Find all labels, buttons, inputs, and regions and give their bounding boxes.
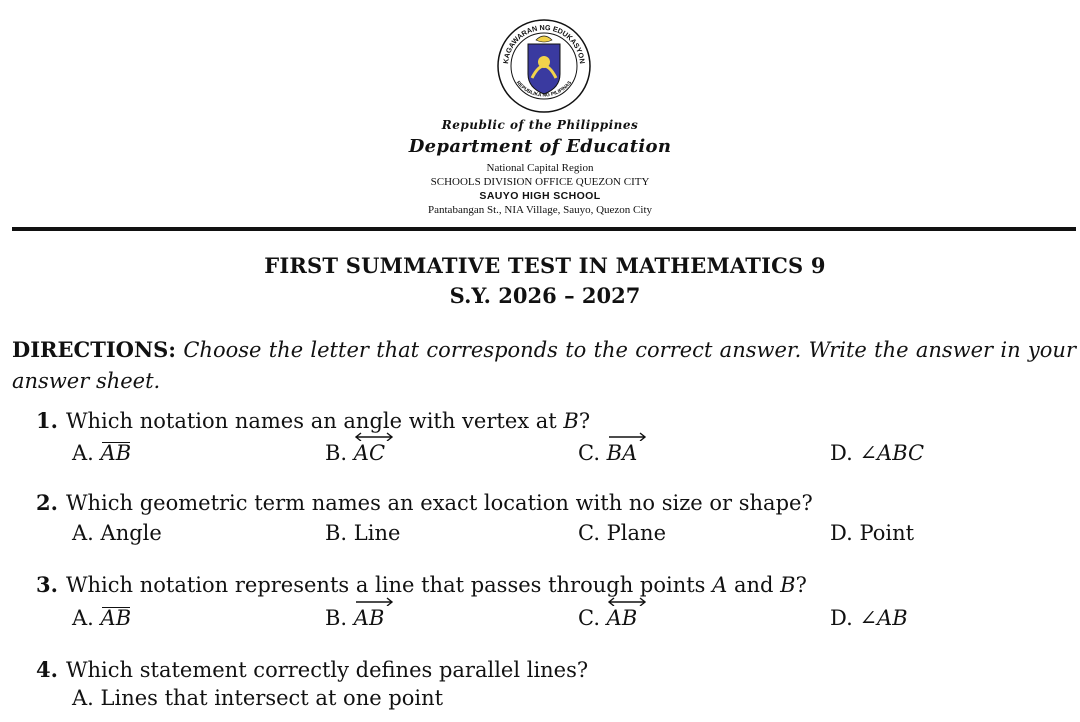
option-2-d [830, 521, 914, 545]
directions [12, 334, 1076, 397]
option-value: Point [859, 521, 915, 545]
option-letter: C. [578, 606, 607, 630]
division-label: SCHOOLS DIVISION OFFICE QUEZON CITY [430, 176, 650, 188]
option-1-c [578, 441, 637, 465]
directions-label: DIRECTIONS: [12, 337, 177, 362]
school-year: S.Y. 2026 – 2027 [449, 283, 641, 308]
option-value: Angle [100, 521, 162, 545]
question-3-text: Which notation represents a line that passes through points [65, 573, 713, 597]
option-value: AB [100, 606, 132, 630]
school-name: SAUYO HIGH SCHOOL [479, 190, 601, 202]
option-3-c [578, 606, 637, 630]
question-3: 3. Which notation represents a line that passes through points A and B? [36, 572, 807, 597]
line-symbol-icon [607, 596, 647, 606]
option-value: Plane [606, 521, 666, 545]
option-letter: A. [72, 521, 101, 545]
option-3-b [325, 606, 384, 630]
question-2: 2. Which geometric term names an exact location with no size or shape? [36, 490, 813, 515]
option-letter: D. [830, 441, 860, 465]
option-1-b [325, 441, 385, 465]
option-letter: B. [325, 606, 354, 630]
question-2-text: Which geometric term names an exact location with no size or shape? [65, 491, 813, 515]
svg-text:KAGAWARAN NG EDUKASYON: KAGAWARAN NG EDUKASYON [501, 22, 587, 65]
option-letter: C. [578, 521, 607, 545]
line-symbol-icon [354, 431, 394, 441]
option-4-a [72, 686, 443, 710]
option-letter: A. [72, 606, 101, 630]
svg-text:REPUBLIKA NG PILIPINAS: REPUBLIKA NG PILIPINAS [514, 79, 574, 99]
question-4: 4. Which statement correctly defines parallel lines? [36, 657, 589, 682]
option-value: AB [100, 441, 132, 465]
header-divider [12, 227, 1076, 231]
option-letter: D. [830, 606, 860, 630]
school-address: Pantabangan St., NIA Village, Sauyo, Quezon City [428, 204, 652, 216]
option-letter: B. [325, 441, 354, 465]
option-value: ∠AB [859, 606, 908, 630]
option-value: AB [607, 606, 638, 630]
segment-bar-icon [102, 607, 131, 608]
option-value: ∠ABC [859, 441, 925, 465]
region-label: National Capital Region [486, 162, 594, 174]
option-3-d [830, 606, 908, 630]
ray-symbol-icon [354, 596, 394, 606]
question-1: 1. Which notation names an angle with vertex at B? [36, 408, 591, 433]
option-3-a [72, 606, 131, 630]
question-4-text: Which statement correctly defines parallel lines? [65, 658, 589, 682]
department-name: Department of Education [408, 136, 672, 157]
republic-label: Republic of the Philippines [441, 118, 639, 132]
option-value: Lines that intersect at one point [100, 686, 444, 710]
test-title: FIRST SUMMATIVE TEST IN MATHEMATICS 9 [264, 253, 826, 278]
deped-seal-icon [496, 18, 592, 114]
option-2-c [578, 521, 666, 545]
ray-symbol-icon [607, 431, 647, 441]
option-value: Line [353, 521, 401, 545]
option-2-b [325, 521, 400, 545]
option-1-d [830, 441, 924, 465]
option-letter: A. [72, 441, 101, 465]
question-1-text: Which notation names an angle with vertex at [65, 409, 564, 433]
option-letter: B. [325, 521, 354, 545]
directions-text: Choose the letter that corresponds to the correct answer. Write the answer in your answer sheet. [12, 338, 1076, 393]
option-letter: C. [578, 441, 607, 465]
option-1-a [72, 441, 131, 465]
option-value: AC [354, 441, 385, 465]
option-value: BA [607, 441, 638, 465]
option-value: AB [354, 606, 385, 630]
option-letter: D. [830, 521, 860, 545]
option-2-a [72, 521, 162, 545]
segment-bar-icon [102, 442, 131, 443]
option-letter: A. [72, 686, 101, 710]
